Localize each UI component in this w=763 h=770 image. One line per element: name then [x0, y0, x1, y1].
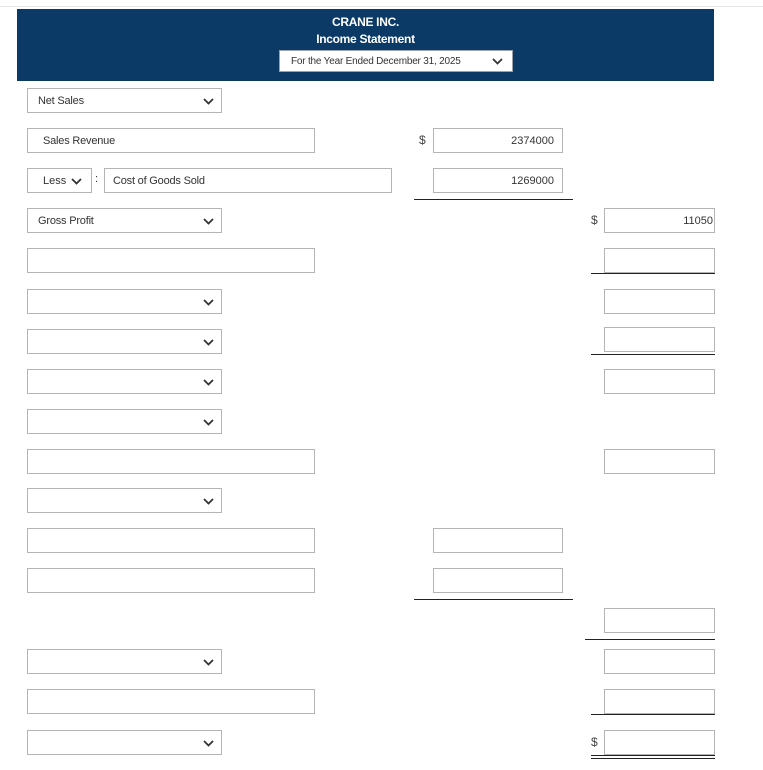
- mid-amount-1[interactable]: [433, 528, 563, 553]
- currency-symbol: $: [419, 133, 426, 147]
- company-name: CRANE INC.: [331, 15, 399, 29]
- statement-title: Income Statement: [316, 32, 415, 46]
- chevron-down-icon: [202, 416, 215, 429]
- gross-profit-amount-value: 11050: [683, 215, 713, 227]
- subtotal-rule: [585, 639, 715, 640]
- currency-symbol: $: [591, 213, 598, 227]
- mid-amount-2[interactable]: [433, 568, 563, 593]
- gross-profit-select[interactable]: [27, 208, 222, 233]
- subtotal-rule: [414, 199, 573, 200]
- cogs-amount-value: 1269000: [511, 175, 554, 187]
- right-amount-1[interactable]: [604, 248, 715, 273]
- line-item-select-2[interactable]: [27, 329, 222, 354]
- line-item-input-1[interactable]: [27, 248, 315, 273]
- right-amount-8[interactable]: [604, 689, 715, 714]
- chevron-down-icon: [202, 296, 215, 309]
- line-item-input-2[interactable]: [27, 449, 315, 474]
- cogs-amount[interactable]: [433, 168, 563, 193]
- currency-symbol: $: [591, 735, 598, 749]
- period-select[interactable]: [279, 50, 513, 72]
- top-divider: [0, 6, 763, 7]
- colon-separator: :: [95, 173, 99, 185]
- line-item-select-7[interactable]: [27, 730, 222, 755]
- sales-revenue-input[interactable]: [27, 128, 315, 153]
- right-amount-5[interactable]: [604, 449, 715, 474]
- chevron-down-icon: [202, 336, 215, 349]
- right-amount-2[interactable]: [604, 289, 715, 314]
- line-item-input-4[interactable]: [27, 568, 315, 593]
- gross-profit-amount[interactable]: [604, 208, 715, 233]
- chevron-down-icon: [202, 656, 215, 669]
- double-rule-top: [591, 755, 715, 756]
- chevron-down-icon: [491, 55, 504, 68]
- subtotal-rule: [591, 714, 715, 715]
- line-item-input-3[interactable]: [27, 528, 315, 553]
- net-income-amount[interactable]: [604, 730, 715, 755]
- line-item-select-4[interactable]: [27, 409, 222, 434]
- less-select-value: Less: [43, 175, 67, 187]
- net-sales-select-value: Net Sales: [38, 95, 84, 107]
- chevron-down-icon: [202, 95, 215, 108]
- net-sales-select[interactable]: [27, 88, 222, 113]
- gross-profit-select-value: Gross Profit: [38, 215, 94, 227]
- double-rule-bottom: [591, 758, 715, 759]
- less-select[interactable]: [27, 168, 92, 193]
- sales-revenue-amount-value: 2374000: [511, 135, 554, 147]
- chevron-down-icon: [202, 737, 215, 750]
- right-amount-7[interactable]: [604, 649, 715, 674]
- subtotal-rule: [591, 273, 715, 274]
- line-item-select-3[interactable]: [27, 369, 222, 394]
- right-amount-6[interactable]: [604, 608, 715, 633]
- right-amount-4[interactable]: [604, 369, 715, 394]
- subtotal-rule: [414, 599, 573, 600]
- line-item-select-6[interactable]: [27, 649, 222, 674]
- line-item-input-5[interactable]: [27, 689, 315, 714]
- line-item-select-5[interactable]: [27, 488, 222, 513]
- chevron-down-icon: [70, 175, 83, 188]
- right-amount-3[interactable]: [604, 327, 715, 352]
- chevron-down-icon: [202, 376, 215, 389]
- statement-header: [17, 9, 714, 81]
- cogs-input[interactable]: [104, 168, 392, 193]
- chevron-down-icon: [202, 495, 215, 508]
- sales-revenue-input-value: Sales Revenue: [43, 135, 116, 147]
- chevron-down-icon: [202, 215, 215, 228]
- subtotal-rule: [591, 354, 715, 355]
- period-select-value: For the Year Ended December 31, 2025: [291, 56, 461, 67]
- cogs-input-value: Cost of Goods Sold: [113, 175, 205, 187]
- sales-revenue-amount[interactable]: [433, 128, 563, 153]
- line-item-select-1[interactable]: [27, 289, 222, 314]
